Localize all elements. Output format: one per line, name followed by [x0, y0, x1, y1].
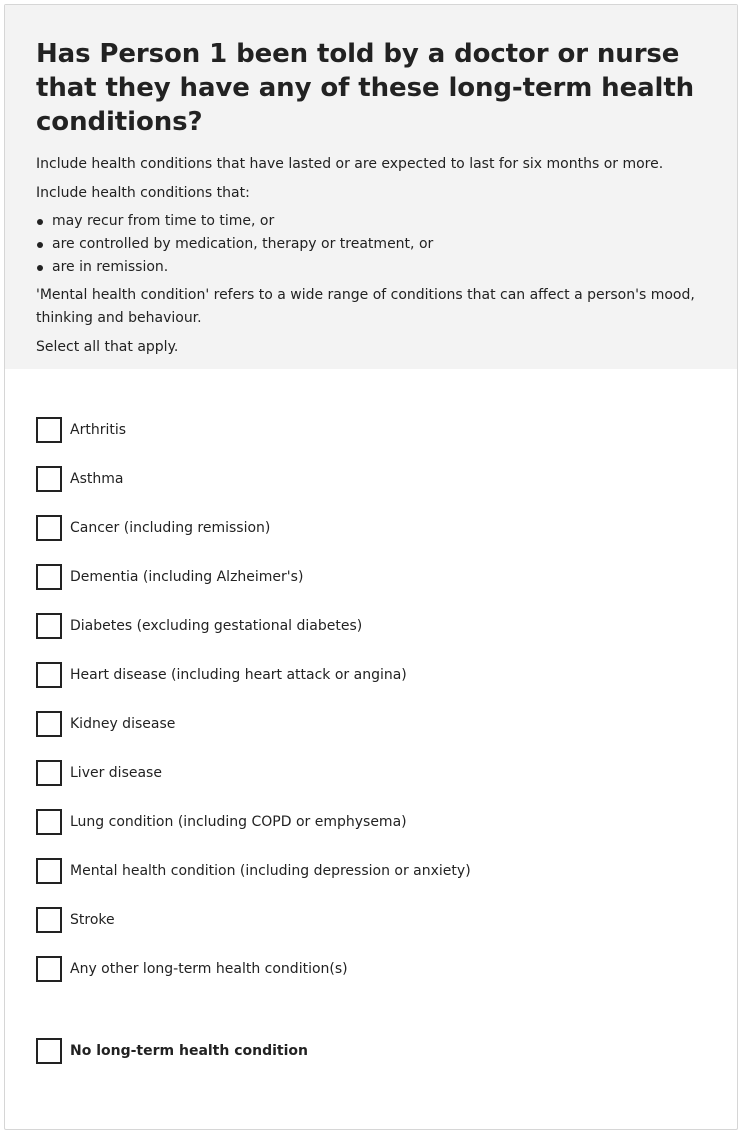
option-arthritis[interactable]: [36, 415, 471, 445]
lung-condition-checkbox[interactable]: [36, 809, 62, 835]
option-stroke[interactable]: [36, 905, 471, 935]
option-label[interactable]: Asthma: [70, 471, 124, 487]
option-dementia[interactable]: [36, 562, 471, 592]
option-kidney-disease[interactable]: [36, 709, 471, 739]
stroke-checkbox[interactable]: [36, 907, 62, 933]
option-asthma[interactable]: [36, 464, 471, 494]
bullet-item: may recur from time to time, or: [36, 210, 707, 233]
dementia-checkbox[interactable]: [36, 564, 62, 590]
option-heart-disease[interactable]: [36, 660, 471, 690]
option-lung-condition[interactable]: [36, 807, 471, 837]
option-cancer[interactable]: [36, 513, 471, 543]
option-no-condition[interactable]: [36, 1036, 308, 1066]
option-label[interactable]: Dementia (including Alzheimer's): [70, 569, 304, 585]
option-label[interactable]: Lung condition (including COPD or emphysema): [70, 814, 407, 830]
diabetes-checkbox[interactable]: [36, 613, 62, 639]
bullet-item: are in remission.: [36, 256, 707, 279]
other-condition-checkbox[interactable]: [36, 956, 62, 982]
option-label[interactable]: Cancer (including remission): [70, 520, 271, 536]
no-condition-checkbox[interactable]: [36, 1038, 62, 1064]
include-bullet-list: [36, 210, 707, 279]
mental-health-note: 'Mental health condition' refers to a wide range of conditions that can affect a person's mood, thinking and behaviour.: [36, 287, 695, 326]
option-label[interactable]: Liver disease: [70, 765, 162, 781]
option-diabetes[interactable]: [36, 611, 471, 641]
include-lead-text: Include health conditions that:: [36, 185, 250, 201]
option-label[interactable]: Diabetes (excluding gestational diabetes): [70, 618, 363, 634]
bullet-item: are controlled by medication, therapy or treatment, or: [36, 233, 707, 256]
liver-disease-checkbox[interactable]: [36, 760, 62, 786]
option-label[interactable]: Any other long-term health condition(s): [70, 961, 348, 977]
question-title: Has Person 1 been told by a doctor or nurse that they have any of these long-term health conditions?: [36, 39, 695, 137]
asthma-checkbox[interactable]: [36, 466, 62, 492]
select-instruction: Select all that apply.: [36, 339, 179, 355]
option-label[interactable]: Mental health condition (including depression or anxiety): [70, 863, 471, 879]
option-label[interactable]: Arthritis: [70, 422, 127, 438]
option-liver-disease[interactable]: [36, 758, 471, 788]
kidney-disease-checkbox[interactable]: [36, 711, 62, 737]
heart-disease-checkbox[interactable]: [36, 662, 62, 688]
question-card: [4, 4, 738, 1130]
intro-text: Include health conditions that have lasted or are expected to last for six months or more.: [36, 156, 664, 172]
option-label[interactable]: No long-term health condition: [70, 1043, 308, 1059]
arthritis-checkbox[interactable]: [36, 417, 62, 443]
question-header: [5, 5, 737, 369]
option-mental-health-condition[interactable]: [36, 856, 471, 886]
option-label[interactable]: Heart disease (including heart attack or angina): [70, 667, 407, 683]
option-other-condition[interactable]: [36, 954, 471, 984]
option-label[interactable]: Kidney disease: [70, 716, 176, 732]
cancer-checkbox[interactable]: [36, 515, 62, 541]
option-label[interactable]: Stroke: [70, 912, 115, 928]
condition-checkbox-group: [36, 415, 471, 1003]
mental-health-condition-checkbox[interactable]: [36, 858, 62, 884]
